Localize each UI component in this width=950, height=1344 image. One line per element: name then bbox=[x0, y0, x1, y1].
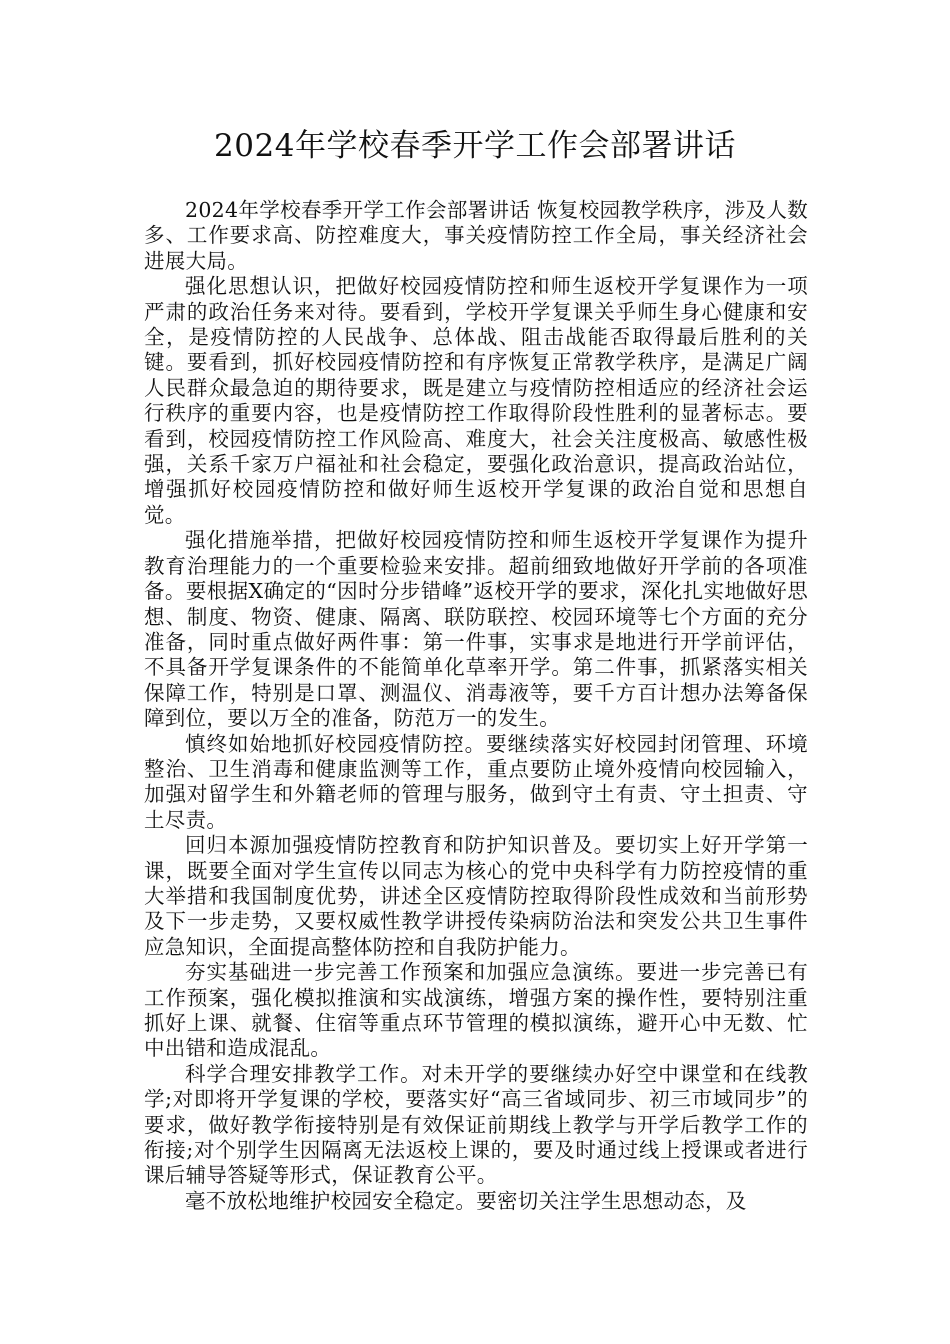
paragraph-campus-prevention: 慎终如始地抓好校园疫情防控。要继续落实好校园封闭管理、环境整治、卫生消毒和健康监测等工作，重点要防止境外疫情向校园输入，加强对留学生和外籍老师的管理与服务，做到守土有责、守土担责、守土尽责。 bbox=[144, 731, 808, 832]
document-title: 2024年学校春季开学工作会部署讲话 bbox=[214, 128, 736, 164]
paragraph-strengthen-measures: 强化措施举措，把做好校园疫情防控和师生返校开学复课作为提升教育治理能力的一个重要检验来安排。超前细致地做好开学前的各项准备。要根据X确定的“因时分步错峰”返校开学的要求，深化扎实地做好思想、制度、物资、健康、隔离、联防联控、校园环境等七个方面的充分准备，同时重点做好两件事：第一件事，实事求是地进行开学前评估，不具备开学复课条件的不能简单化草率开学。第二件事，抓紧落实相关保障工作，特别是口罩、测温仪、消毒液等，要千方百计想办法筹备保障到位，要以万全的准备，防范万一的发生。 bbox=[144, 528, 808, 731]
paragraph-teaching-arrangement: 科学合理安排教学工作。对未开学的要继续办好空中课堂和在线教学;对即将开学复课的学校，要落实好“高三省域同步、初三市域同步”的要求，做好教学衔接特别是有效保证前期线上教学与开学后教学工作的衔接;对个别学生因隔离无法返校上课的，要及时通过线上授课或者进行课后辅导答疑等形式，保证教育公平。 bbox=[144, 1061, 808, 1188]
paragraph-intro: 2024年学校春季开学工作会部署讲话 恢复校园教学秩序，涉及人数多、工作要求高、防控难度大，事关疫情防控工作全局，事关经济社会进展大局。 bbox=[144, 198, 808, 273]
paragraph-emergency-drills: 夯实基础进一步完善工作预案和加强应急演练。要进一步完善已有工作预案，强化模拟推演和实战演练，增强方案的操作性，要特别注重抓好上课、就餐、住宿等重点环节管理的模拟演练，避开心中无数、忙中出错和造成混乱。 bbox=[144, 960, 808, 1061]
paragraph-strengthen-awareness: 强化思想认识，把做好校园疫情防控和师生返校开学复课作为一项严肃的政治任务来对待。要看到，学校开学复课关乎师生身心健康和安全，是疫情防控的人民战争、总体战、阻击战能否取得最后胜利的关键。要看到，抓好校园疫情防控和有序恢复正常教学秩序，是满足广阔人民群众最急迫的期待要求，既是建立与疫情防控相适应的经济社会运行秩序的重要内容，也是疫情防控工作取得阶段性胜利的显著标志。要看到，校园疫情防控工作风险高、难度大，社会关注度极高、敏感性极强，关系千家万户福祉和社会稳定，要强化政治意识，提高政治站位，增强抓好校园疫情防控和做好师生返校开学复课的政治自觉和思想自觉。 bbox=[144, 274, 808, 527]
paragraph-education-knowledge: 回归本源加强疫情防控教育和防护知识普及。要切实上好开学第一课，既要全面对学生宣传以同志为核心的党中央科学有力防控疫情的重大举措和我国制度优势，讲述全区疫情防控取得阶段性成效和当前形势及下一步走势，又要权威性教学讲授传染病防治法和突发公共卫生事件应急知识，全面提高整体防控和自我防护能力。 bbox=[144, 833, 808, 959]
document-body bbox=[144, 198, 808, 1214]
paragraph-campus-safety: 毫不放松地维护校园安全稳定。要密切关注学生思想动态，及 bbox=[185, 1188, 747, 1213]
